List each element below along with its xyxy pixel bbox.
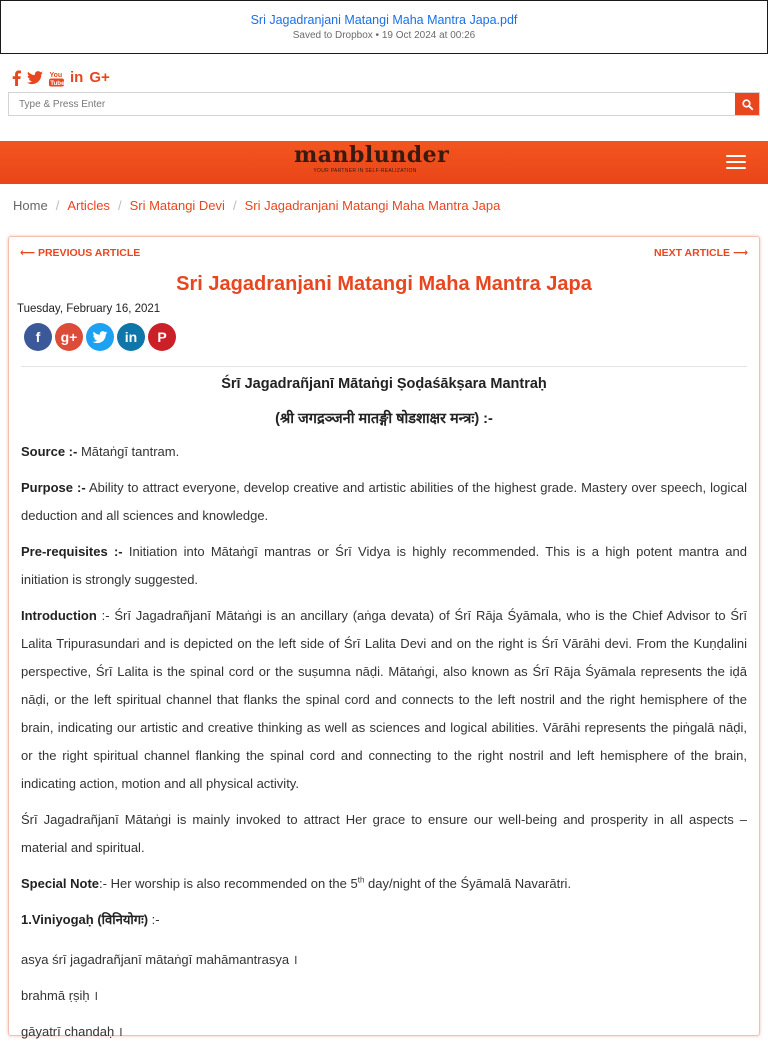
previous-article-link[interactable]: ⟵ PREVIOUS ARTICLE (20, 247, 141, 259)
purpose-text: Ability to attract everyone, develop creative and artistic abilities of the highest grade. Mastery over speech, logical deduction and all sciences and knowledge. (21, 480, 747, 523)
verse-line: brahmā ṛṣiḥ । (21, 988, 99, 1003)
linkedin-share-icon[interactable]: in (117, 323, 145, 351)
prerequisites-paragraph (21, 538, 747, 594)
breadcrumb-separator: / (232, 198, 237, 213)
source-label: Source :- (21, 444, 78, 459)
article-body (21, 374, 747, 1042)
purpose-label: Purpose :- (21, 480, 86, 495)
special-note-text-end: day/night of the Śyāmalā Navarātri. (364, 876, 572, 891)
breadcrumb-home[interactable]: Home (13, 198, 48, 213)
search-button[interactable] (735, 93, 759, 115)
introduction-text: :- Śrī Jagadrañjanī Mātaṅgi is an ancillary (aṅga devata) of Śrī Rāja Śyāmala, who is the Chief Advisor to Śrī Lalita Tripurasundari and is depicted on the left side of Śrī Lalita Devi and on the right is Śrī Vārāhi devi. From the Kuṇḍalini perspective, Śrī Lalita is the spinal cord or the suṣumna nāḍi. Mātaṅgi, also known as Śrī Rāja Śyāmala represents the iḍā nāḍi, or the left spiritual channel that flanks the spinal cord and connects to the left nostril and the right hemisphere of the brain, indicating our artistic and creative thinking as well as sciences and logical abilities. Vārāhi represents the piṅgalā nāḍi, or the right spiritual channel flanking the spinal cord and connecting to the right nostril and left hemisphere of the brain, indicating action, motion and all physical activity. (21, 608, 747, 791)
logo-tagline: YOUR PARTNER IN SELF-REALIZATION (313, 168, 417, 174)
special-note-text: :- Her worship is also recommended on the 5 (99, 876, 358, 891)
search-bar (8, 92, 760, 116)
breadcrumb-articles[interactable]: Articles (67, 198, 110, 213)
introduction-label: Introduction (21, 608, 97, 623)
purpose-paragraph (21, 474, 747, 530)
source-paragraph (21, 438, 747, 466)
social-links (12, 68, 110, 88)
file-name-link[interactable]: Sri Jagadranjani Matangi Maha Mantra Japa.pdf (250, 13, 518, 27)
search-icon (742, 99, 753, 110)
next-article-link[interactable]: NEXT ARTICLE ⟶ (654, 247, 748, 259)
prerequisites-text: Initiation into Mātaṅgī mantras or Śrī Vidya is highly recommended. This is a high potent mantra and initiation is strongly suggested. (21, 544, 747, 587)
twitter-icon[interactable] (27, 71, 43, 85)
breadcrumb-current[interactable]: Sri Jagadranjani Matangi Maha Mantra Japa (244, 198, 501, 213)
breadcrumb (13, 198, 500, 213)
special-note-superscript: th (357, 875, 365, 885)
main-navbar (0, 141, 768, 184)
saved-status: Saved to Dropbox • 19 Oct 2024 at 00:26 (292, 30, 476, 41)
twitter-share-icon[interactable] (86, 323, 114, 351)
mantra-heading-devanagari: (श्री जगद्रञ्जनी मातङ्गी षोडशाक्षर मन्त्रः) :- (275, 411, 493, 427)
article-title: Sri Jagadranjani Matangi Maha Mantra Japa (176, 273, 592, 295)
breadcrumb-category[interactable]: Sri Matangi Devi (129, 198, 225, 213)
share-buttons (24, 323, 176, 351)
logo-wordmark: manblunder (294, 142, 450, 168)
pinterest-share-icon[interactable]: P (148, 323, 176, 351)
svg-text:You: You (49, 71, 63, 79)
viniyoga-label: 1.Viniyogaḥ (विनियोगः) (21, 912, 149, 927)
viniyoga-heading (21, 906, 747, 934)
facebook-share-icon[interactable]: f (24, 323, 52, 351)
breadcrumb-separator: / (117, 198, 122, 213)
article-pagination (20, 247, 748, 261)
source-text: Mātaṅgī tantram. (77, 444, 180, 459)
breadcrumb-separator: / (55, 198, 60, 213)
dropbox-banner (0, 0, 768, 54)
special-note-label: Special Note (21, 876, 100, 891)
verse-line: gāyatrī chandaḥ । (21, 1024, 123, 1039)
svg-text:Tube: Tube (50, 79, 65, 87)
google-plus-share-icon[interactable]: g+ (55, 323, 83, 351)
invocation-paragraph: Śrī Jagadrañjanī Mātaṅgi is mainly invoked to attract Her grace to ensure our well-being and prosperity in all aspects – material and spiritual. (21, 812, 747, 855)
verse-line: asya śrī jagadrañjanī mātaṅgī mahāmantrasya । (21, 952, 298, 967)
prerequisites-label: Pre-requisites :- (21, 544, 123, 559)
youtube-icon[interactable] (49, 70, 64, 87)
google-plus-icon[interactable]: G+ (89, 69, 110, 86)
menu-icon[interactable] (726, 155, 746, 171)
viniyoga-suffix: :- (148, 912, 160, 927)
introduction-paragraph (21, 602, 747, 798)
linkedin-icon[interactable]: in (70, 69, 84, 86)
article-date: Tuesday, February 16, 2021 (17, 303, 161, 315)
facebook-icon[interactable] (12, 70, 21, 86)
divider (21, 366, 747, 367)
site-logo[interactable] (294, 142, 450, 176)
special-note-paragraph (21, 870, 747, 898)
mantra-heading: Śrī Jagadrañjanī Mātaṅgi Ṣoḍaśākṣara Mantraḥ (221, 376, 547, 392)
search-input[interactable] (9, 93, 733, 115)
